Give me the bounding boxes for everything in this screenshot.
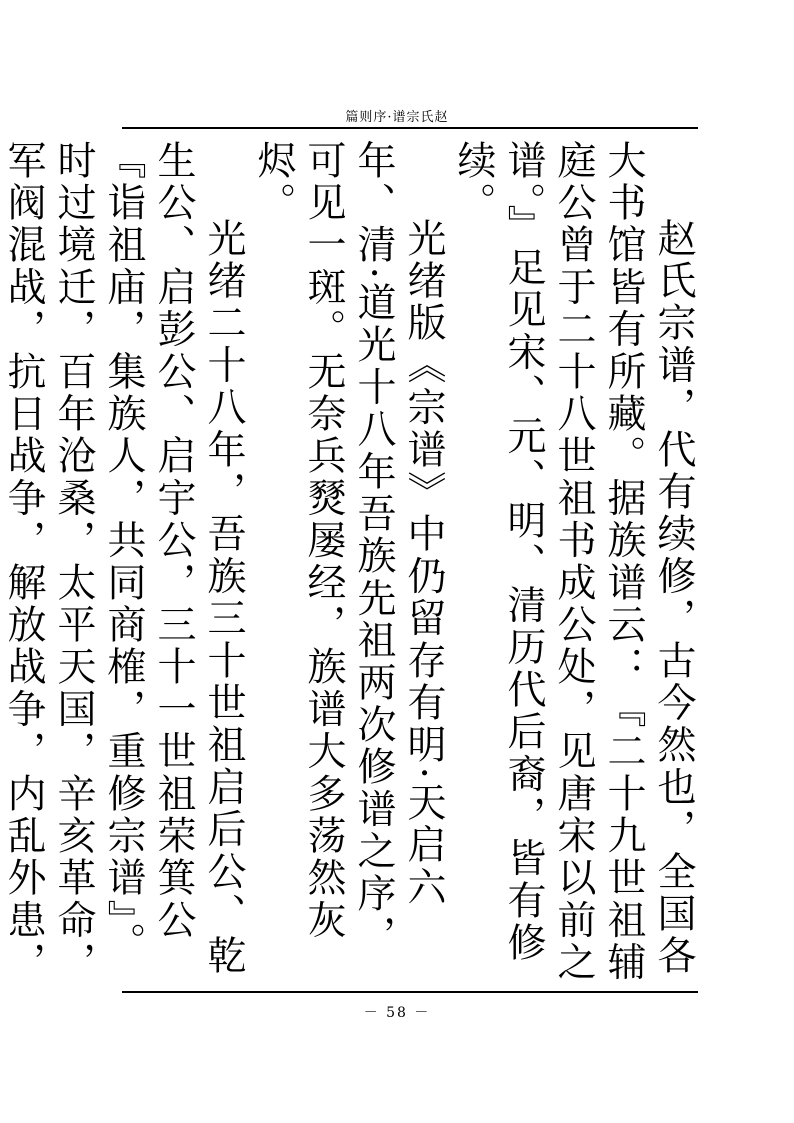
paragraph-3: 光绪二十八年，吾族三十世祖启后公、乾生公、启彭公、启宇公，三十一世祖荣箕公『诣祖庙，集族人，共同商榷，重修宗谱』。时过境迁，百年沧桑，太平天国，辛亥革命，军阀混战，抗日战争，解放战争，内乱外患， — [1, 140, 246, 984]
page-number: － 58 － — [363, 1005, 431, 1021]
paragraph-2: 光绪版《宗谱》中仍留存有明·天启六年、清·道光十八年吾族先祖两次修谱之序，可见一斑。无奈兵燹屡经，族谱大多荡然灰烬。 — [251, 140, 446, 958]
page-header: 篇则序·谱宗氏赵 — [345, 110, 449, 125]
footer-rule — [122, 991, 698, 993]
paragraph-1: 赵氏宗谱，代有续修，古今然也，全国各大书馆皆有所藏。据族谱云：『二十九世祖辅庭公曾于二十八世祖书成公处，见唐宋以前之谱。』足见宋、元、明、清历代后裔，皆有修续。 — [451, 140, 696, 984]
vertical-body-text — [1, 140, 698, 985]
header-rule — [122, 127, 698, 129]
